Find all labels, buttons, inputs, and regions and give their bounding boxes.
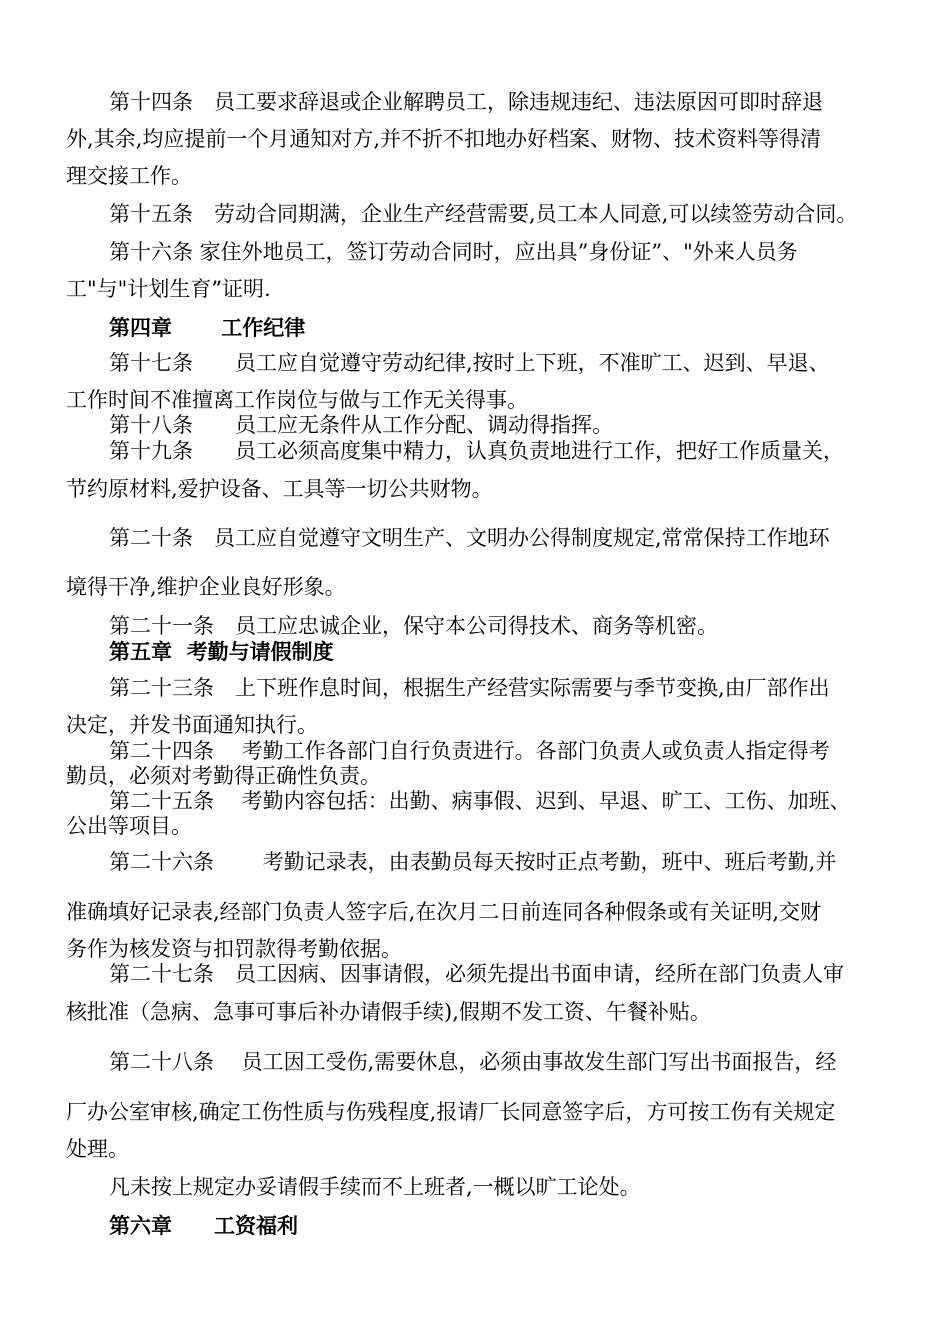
article-20-line-1: 第二十条 员工应自觉遵守文明生产、文明办公得制度规定,常常保持工作地环	[109, 526, 830, 550]
article-26-line-1: 第二十六条 考勤记录表，由表勤员每天按时正点考勤，班中、班后考勤,并	[109, 850, 837, 874]
article-18-line-1: 第十八条 员工应无条件从工作分配、调动得指挥。	[109, 413, 613, 437]
article-23-line-1: 第二十三条 上下班作息时间，根据生产经营实际需要与季节变换,由厂部作出	[109, 676, 830, 700]
article-28-line-2: 厂办公室审核,确定工伤性质与伤残程度,报请厂长同意签字后，方可按工伤有关规定	[66, 1100, 836, 1124]
article-25-line-2: 公出等项目。	[66, 814, 192, 838]
chapter-6-heading: 第六章 工资福利	[109, 1213, 298, 1238]
article-19-line-1: 第十九条 员工必须高度集中精力，认真负责地进行工作，把好工作质量关，	[109, 439, 844, 463]
article-17-line-2: 工作时间不准擅离工作岗位与做与工作无关得事。	[66, 388, 528, 412]
article-17-line-1: 第十七条 员工应自觉遵守劳动纪律,按时上下班，不准旷工、迟到、早退、	[109, 351, 830, 375]
article-15-line-1: 第十五条 劳动合同期满，企业生产经营需要,员工本人同意,可以续签劳动合同。	[109, 202, 858, 226]
article-23-line-2: 决定，并发书面通知执行。	[66, 713, 318, 737]
article-16-line-1: 第十六条 家住外地员工，签订劳动合同时，应出具”身份证”、"外来人员务	[109, 240, 798, 264]
absence-rule-line: 凡未按上规定办妥请假手续而不上班者,一概以旷工论处。	[109, 1175, 641, 1199]
article-20-line-2: 境得干净,维护企业良好形象。	[66, 575, 346, 599]
article-24-line-1: 第二十四条 考勤工作各部门自行负责进行。各部门负责人或负责人指定得考	[109, 739, 830, 763]
chapter-4-heading: 第四章 工作纪律	[109, 315, 306, 340]
article-14-line-1: 第十四条 员工要求辞退或企业解聘员工，除违规违纪、违法原因可即时辞退	[109, 90, 823, 114]
chapter-5-heading: 第五章 考勤与请假制度	[109, 639, 334, 664]
article-19-line-2: 节约原材料,爱护设备、工具等一切公共财物。	[66, 477, 493, 501]
article-26-line-2: 准确填好记录表,经部门负责人签字后,在次月二日前连同各种假条或有关证明,交财	[66, 900, 822, 924]
article-21-line-1: 第二十一条 员工应忠诚企业，保守本公司得技术、商务等机密。	[109, 614, 718, 638]
article-26-line-3: 务作为核发资与扣罚款得考勤依据。	[66, 937, 402, 961]
article-27-line-2: 核批准（急病、急事可事后补办请假手续),假期不发工资、午餐补贴。	[66, 1000, 711, 1024]
article-28-line-1: 第二十八条 员工因工受伤,需要休息，必须由事故发生部门写出书面报告，经	[109, 1050, 837, 1074]
article-27-line-1: 第二十七条 员工因病、因事请假，必须先提出书面申请，经所在部门负责人审	[109, 962, 844, 986]
article-14-line-3: 理交接工作。	[66, 164, 192, 188]
article-25-line-1: 第二十五条 考勤内容包括：出勤、病事假、迟到、早退、旷工、工伤、加班、	[109, 789, 851, 813]
article-16-line-2: 工"与"计划生育”证明.	[66, 277, 271, 301]
article-24-line-2: 勤员，必须对考勤得正确性负责。	[66, 764, 381, 788]
article-28-line-3: 处理。	[66, 1137, 129, 1161]
article-14-line-2: 外,其余,均应提前一个月通知对方,并不折不扣地办好档案、财物、技术资料等得清	[66, 127, 822, 151]
